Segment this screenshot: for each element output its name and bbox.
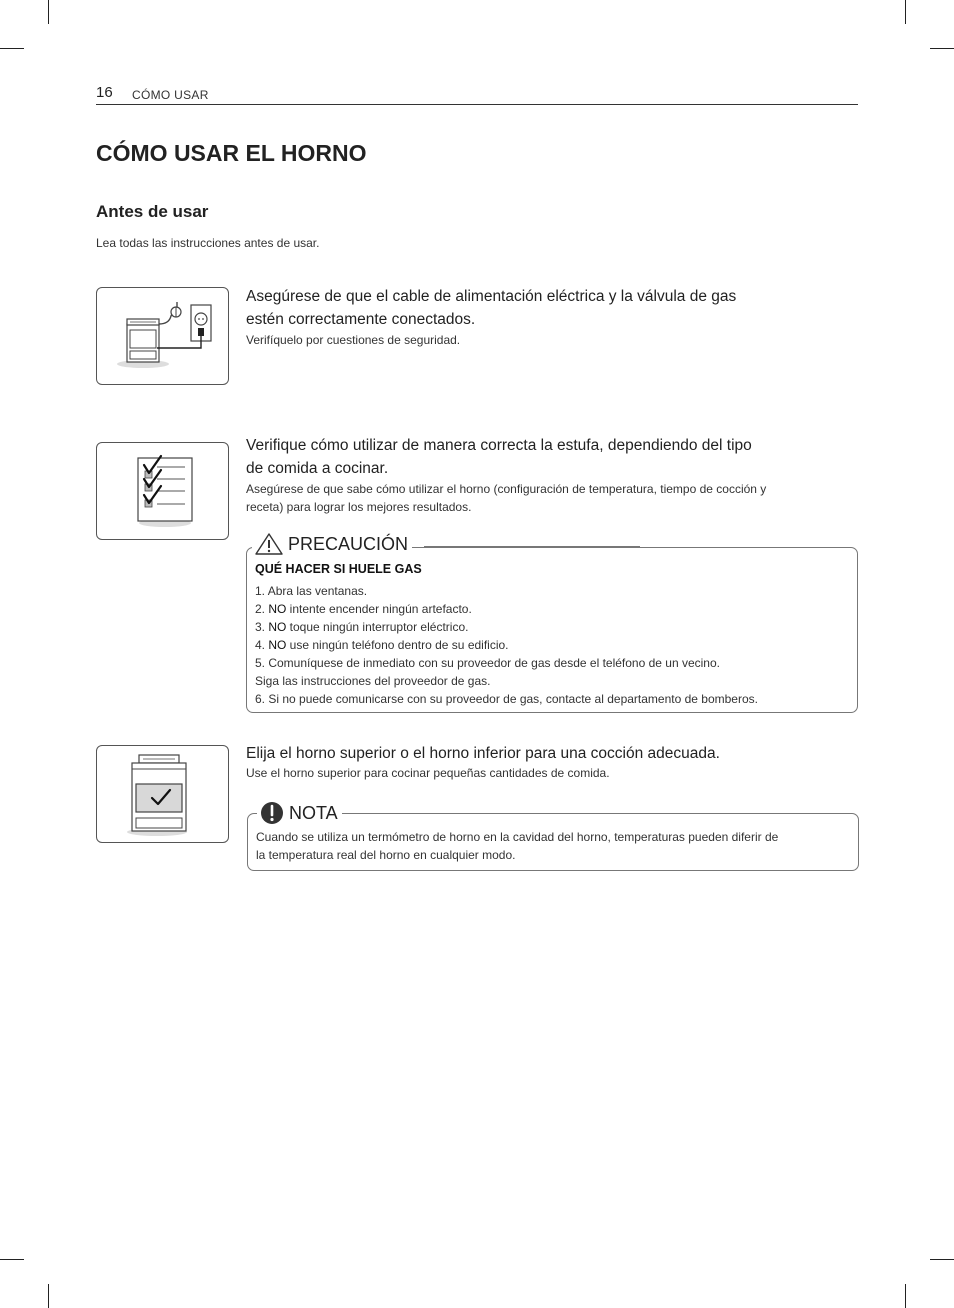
- crop-mark: [905, 0, 906, 24]
- intro-text: Lea todas las instrucciones antes de usar.: [96, 236, 320, 250]
- item-icon-box: [96, 287, 229, 385]
- crop-mark: [930, 48, 954, 49]
- crop-mark: [48, 1284, 49, 1308]
- caution-line: 6. Si no puede comunicarse con su proveedor de gas, contacte al departamento de bomberos.: [255, 692, 758, 706]
- section-label: CÓMO USAR: [132, 88, 209, 102]
- caution-title: QUÉ HACER SI HUELE GAS: [255, 562, 422, 576]
- caution-line: Siga las instrucciones del proveedor de gas.: [255, 674, 491, 688]
- page-number: 16: [96, 84, 113, 101]
- caution-list: [255, 582, 758, 708]
- caution-line: 2. NO intente encender ningún artefacto.: [255, 602, 472, 616]
- caution-line: 3. NO toque ningún interruptor eléctrico.: [255, 620, 469, 634]
- caution-box: [246, 547, 858, 713]
- caution-line: 1. Abra las ventanas.: [255, 584, 368, 598]
- item-heading: Verifique cómo utilizar de manera correcta la estufa, dependiendo del tipo de comida a cocinar.: [246, 437, 752, 477]
- item-description: Verifíquelo por cuestiones de seguridad.: [246, 333, 461, 347]
- caution-label: [252, 531, 412, 557]
- checklist-icon: [97, 443, 228, 539]
- caution-label-text: PRECAUCIÓN: [288, 533, 409, 554]
- note-label: [257, 801, 342, 825]
- caution-line: 4. NO use ningún teléfono dentro de su edificio.: [255, 638, 509, 652]
- crop-mark: [0, 48, 24, 49]
- crop-mark: [0, 1259, 24, 1260]
- item-heading: Elija el horno superior o el horno inferior para una cocción adecuada.: [246, 745, 720, 762]
- item-description: Asegúrese de que sabe cómo utilizar el horno (configuración de temperatura, tiempo de cocción y receta) para lograr los mejores resultados.: [246, 482, 767, 514]
- gas-and-power-connection-icon: [97, 288, 228, 384]
- page-title: CÓMO USAR EL HORNO: [96, 140, 367, 166]
- caution-line: 5. Comuníquese de inmediato con su proveedor de gas desde el teléfono de un vecino.: [255, 656, 720, 670]
- section-subtitle: Antes de usar: [96, 202, 209, 221]
- oven-check-icon: [97, 746, 228, 842]
- page-header: [96, 84, 858, 105]
- item-heading: Asegúrese de que el cable de alimentación eléctrica y la válvula de gas estén correctamente conectados.: [246, 288, 737, 328]
- item-icon-box: [96, 745, 229, 843]
- warning-triangle-icon: [254, 532, 284, 556]
- caution-rule: [424, 546, 640, 547]
- note-label-text: NOTA: [289, 802, 338, 823]
- note-text: Cuando se utiliza un termómetro de horno en la cavidad del horno, temperaturas pueden diferir de la temperatura real del horno en cualquier modo.: [256, 830, 779, 862]
- item-description: Use el horno superior para cocinar pequeñas cantidades de comida.: [246, 766, 610, 780]
- crop-mark: [48, 0, 49, 24]
- crop-mark: [930, 1259, 954, 1260]
- crop-mark: [905, 1284, 906, 1308]
- exclamation-circle-icon: [259, 801, 285, 825]
- item-icon-box: [96, 442, 229, 540]
